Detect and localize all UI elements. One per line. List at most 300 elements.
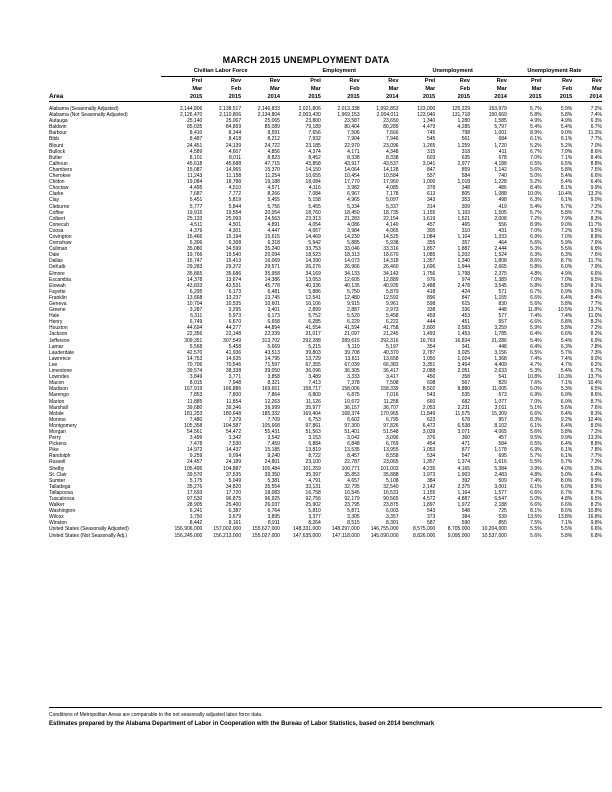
value-cell: 7.4% <box>590 112 602 119</box>
area-name-cell: Russell <box>49 459 66 466</box>
value-cell: 39,680 <box>187 404 203 411</box>
value-cell: 8.1% <box>560 185 573 192</box>
value-cell: 1,164 <box>457 489 471 496</box>
value-cell: 39,350 <box>264 471 280 478</box>
value-cell: 545 <box>426 136 436 143</box>
value-cell: 557 <box>426 173 436 180</box>
area-name-cell: Monroe <box>49 416 66 423</box>
value-cell: 6.4% <box>560 294 573 301</box>
value-cell: 3,287 <box>189 307 203 314</box>
value-cell: 40,135 <box>344 282 360 289</box>
value-cell: 2,231 <box>457 404 471 411</box>
value-cell: 6,795 <box>386 416 399 423</box>
value-cell: 7.5% <box>530 520 542 527</box>
value-cell: 155,627,000 <box>252 526 280 533</box>
value-cell: 5.2% <box>560 142 573 149</box>
value-cell: 8.4% <box>590 294 602 301</box>
value-cell: 450 <box>426 374 436 381</box>
value-cell: 6.8% <box>560 319 573 326</box>
value-cell: 18,313 <box>344 252 360 259</box>
value-cell: 24,801 <box>264 459 280 466</box>
value-cell: 6,472 <box>422 422 436 429</box>
value-cell: 3,259 <box>494 325 507 332</box>
value-cell: 15,615 <box>264 233 280 240</box>
value-cell: 19,540 <box>225 252 242 259</box>
column-header-row <box>49 77 602 86</box>
value-cell: 54,472 <box>225 428 242 435</box>
value-cell: 5.7% <box>560 349 573 356</box>
value-cell: 33,316 <box>383 246 399 253</box>
value-cell: 3,096 <box>386 435 399 442</box>
value-cell: 23,800 <box>305 118 321 125</box>
value-cell: 2,899 <box>308 307 321 314</box>
area-name-cell: Pickens <box>49 441 67 448</box>
value-cell: 155,027,000 <box>252 532 280 539</box>
area-name-cell: Madison <box>49 386 68 393</box>
value-cell: 34,169 <box>305 270 321 277</box>
value-cell: 6,749 <box>189 319 203 326</box>
value-cell: 5,384 <box>494 465 507 472</box>
value-cell: 2,110,806 <box>219 112 242 119</box>
value-cell: 6.4% <box>560 410 573 417</box>
area-name-cell: Blount <box>49 142 64 149</box>
value-cell: 80,404 <box>344 124 360 131</box>
value-cell: 6.6% <box>530 294 542 301</box>
value-cell: 24,722 <box>264 142 280 149</box>
value-cell: 6.1% <box>530 136 542 143</box>
value-cell: 8,212 <box>267 136 280 143</box>
value-cell: 26,037 <box>264 502 280 509</box>
value-cell: 3,895 <box>267 514 280 521</box>
value-cell: 8,161 <box>228 520 242 527</box>
value-cell: 145,090,000 <box>370 532 399 539</box>
value-cell: 7.2% <box>590 203 602 210</box>
value-cell: 877 <box>461 447 471 454</box>
value-cell: 4,657 <box>347 477 360 484</box>
group-unemployment-rate: Unemployment Rate <box>507 67 602 77</box>
area-name-cell: Perry <box>49 435 61 442</box>
value-cell: 673 <box>498 392 507 399</box>
value-cell: 38,338 <box>225 368 242 375</box>
value-cell: 7,687 <box>189 191 203 198</box>
value-cell: 392 <box>461 477 471 484</box>
value-cell: 24,451 <box>187 142 203 149</box>
value-cell: 6.6% <box>530 489 542 496</box>
value-cell: 5,215 <box>308 343 321 350</box>
area-name-cell: Clay <box>49 197 60 204</box>
value-cell: 7,413 <box>308 380 321 387</box>
value-cell: 12,889 <box>383 276 399 283</box>
value-cell: 20,054 <box>264 209 280 216</box>
value-cell: 7,709 <box>267 416 280 423</box>
value-cell: 8,321 <box>267 380 280 387</box>
value-cell: 1,018 <box>457 179 471 186</box>
value-cell: 6.4% <box>530 331 542 338</box>
value-cell: 14,386 <box>264 276 280 283</box>
value-cell: 6.4% <box>560 422 573 429</box>
area-name-cell: Chilton <box>49 179 65 186</box>
value-cell: 6.5% <box>560 160 573 167</box>
value-cell: 5.8% <box>560 112 573 119</box>
value-cell: 577 <box>498 313 507 320</box>
area-name-cell: Shelby <box>49 465 65 472</box>
value-cell: 7,378 <box>347 380 360 387</box>
value-cell: 70,706 <box>187 361 203 368</box>
value-cell: 584 <box>498 441 507 448</box>
value-cell: 79,189 <box>305 124 321 131</box>
value-cell: 7.4% <box>560 313 573 320</box>
column-header: Prel <box>531 78 542 84</box>
value-cell: 8,457 <box>347 453 360 460</box>
value-cell: 11,005 <box>491 386 507 393</box>
value-cell: 14,635 <box>225 355 242 362</box>
value-cell: 6.1% <box>560 197 573 204</box>
column-header: Rev <box>230 78 242 84</box>
value-cell: 2,977 <box>457 160 471 167</box>
value-cell: 158,006 <box>341 386 360 393</box>
value-cell: 5.9% <box>530 325 542 332</box>
column-header: Mar <box>388 86 399 92</box>
value-cell: 1,280 <box>457 118 471 125</box>
value-cell: 44,694 <box>187 325 203 332</box>
value-cell: 4.7% <box>560 361 573 368</box>
value-cell: 3,071 <box>457 428 471 435</box>
value-cell: 2,021,806 <box>298 106 321 112</box>
value-cell: 7,904 <box>347 136 360 143</box>
value-cell: 158,717 <box>302 386 321 393</box>
value-cell: 5.9% <box>560 240 573 247</box>
value-cell: 169,404 <box>302 410 321 417</box>
value-cell: 105,668 <box>261 422 280 429</box>
value-cell: 43,858 <box>305 160 321 167</box>
value-cell: 7.2% <box>590 428 602 435</box>
value-cell: 40,336 <box>305 282 321 289</box>
value-cell: 2,126,470 <box>180 112 203 119</box>
value-cell: 6,481 <box>267 288 280 295</box>
value-cell: 5,938 <box>386 240 399 247</box>
value-cell: 43,513 <box>264 349 280 356</box>
value-cell: 36,305 <box>344 368 360 375</box>
value-cell: 10.5% <box>558 307 573 314</box>
value-cell: 8,011 <box>228 154 242 161</box>
value-cell: 5,810 <box>308 508 321 515</box>
table-row <box>49 533 602 539</box>
value-cell: 23,065 <box>383 459 399 466</box>
value-cell: 11.7% <box>588 221 602 228</box>
column-header: Rev <box>269 78 280 84</box>
value-cell: 8,515 <box>347 520 360 527</box>
value-cell: 6,769 <box>386 441 399 448</box>
value-cell: 660 <box>426 398 436 405</box>
value-cell: 23,795 <box>344 502 360 509</box>
value-cell: 45,618 <box>187 160 203 167</box>
value-cell: 5,337 <box>386 203 399 210</box>
value-cell: 464 <box>498 240 507 247</box>
value-cell: 181,253 <box>184 410 203 417</box>
value-cell: 6.1% <box>560 136 573 143</box>
value-cell: 6.7% <box>530 148 542 155</box>
value-cell: 23,650 <box>383 118 399 125</box>
value-cell: 2,051 <box>457 368 471 375</box>
value-cell: 6.9% <box>530 392 542 399</box>
value-cell: 5.4% <box>560 124 573 131</box>
value-cell: 5.4% <box>560 368 573 375</box>
value-cell: 13,658 <box>383 355 399 362</box>
value-cell: 7,530 <box>228 441 242 448</box>
value-cell: 24,457 <box>187 459 203 466</box>
value-cell: 6,173 <box>228 288 242 295</box>
value-cell: 80,289 <box>383 124 399 131</box>
column-header: 2015 <box>399 93 436 102</box>
value-cell: 4,791 <box>308 477 321 484</box>
value-cell: 4,495 <box>189 185 203 192</box>
value-cell: 1,992,853 <box>376 106 399 112</box>
value-cell: 39,999 <box>264 404 280 411</box>
value-cell: 448 <box>498 343 507 350</box>
value-cell: 97,826 <box>383 422 399 429</box>
value-cell: 2,887 <box>347 307 360 314</box>
value-cell: 571 <box>498 288 507 295</box>
value-cell: 3,849 <box>189 374 203 381</box>
value-cell: 598 <box>426 301 436 307</box>
value-cell: 9.5% <box>530 435 542 442</box>
value-cell: 7.2% <box>590 325 602 332</box>
value-cell: 5,458 <box>386 313 399 320</box>
value-cell: 4.8% <box>530 270 542 277</box>
value-cell: 10,537,000 <box>481 532 507 539</box>
value-cell: 5.4% <box>560 337 573 344</box>
value-cell: 39,803 <box>305 349 321 356</box>
value-cell: 4.9% <box>530 118 542 125</box>
area-name-cell: Marshall <box>49 404 68 411</box>
value-cell: 125,229 <box>451 106 471 112</box>
value-cell: 6.7% <box>590 368 602 375</box>
value-cell: 13,674 <box>225 276 242 283</box>
value-cell: 36,707 <box>383 404 399 411</box>
value-cell: 2,144,806 <box>180 106 203 112</box>
value-cell: 1,969,153 <box>337 112 360 119</box>
value-cell: 309,351 <box>184 337 203 344</box>
value-cell: 13,819 <box>305 447 321 454</box>
value-cell: 8.9% <box>530 221 542 228</box>
value-cell: 92,179 <box>344 496 360 502</box>
column-header: Feb <box>460 86 471 92</box>
value-cell: 4,589 <box>189 148 203 155</box>
value-cell: 24,139 <box>225 142 242 149</box>
value-cell: 4,165 <box>457 465 471 472</box>
value-cell: 35,958 <box>264 270 280 277</box>
table-body <box>49 102 602 539</box>
value-cell: 1,085 <box>422 252 436 259</box>
value-cell: 847 <box>426 166 436 173</box>
value-cell: 4.8% <box>530 471 542 478</box>
value-cell: 5.4% <box>560 173 573 180</box>
value-cell: 378 <box>426 185 436 192</box>
value-cell: 13,611 <box>344 355 360 362</box>
value-cell: 34,599 <box>225 246 242 253</box>
column-header: Feb <box>349 86 360 92</box>
value-cell: 11,243 <box>187 173 203 180</box>
value-cell: 7,948 <box>228 380 242 387</box>
value-cell: 684 <box>498 136 507 143</box>
value-cell: 2,800 <box>422 325 436 332</box>
value-cell: 4,571 <box>267 185 280 192</box>
value-cell: 1,374 <box>457 459 471 466</box>
value-cell: 13.2% <box>587 191 602 198</box>
value-cell: 5.6% <box>530 428 542 435</box>
value-cell: 7.6% <box>590 240 602 247</box>
value-cell: 1,357 <box>422 258 436 265</box>
value-cell: 8,487 <box>189 136 203 143</box>
value-cell: 557 <box>498 319 507 326</box>
column-header-area <box>49 85 161 93</box>
area-name-cell: Mobile <box>49 410 64 417</box>
value-cell: 1,088 <box>494 191 507 198</box>
column-header: Mar <box>531 86 542 92</box>
value-cell: 5.0% <box>560 471 573 478</box>
value-cell: 357 <box>461 240 471 247</box>
value-cell: 8.3% <box>530 416 542 423</box>
value-cell: 23,096 <box>383 142 399 149</box>
value-cell: 5.0% <box>530 173 542 180</box>
value-cell: 2,003,430 <box>298 112 321 119</box>
value-cell: 9.5% <box>590 276 602 283</box>
value-cell: 2,008 <box>494 215 507 222</box>
value-cell: 547 <box>461 453 471 460</box>
area-name-cell: St. Clair <box>49 471 67 478</box>
value-cell: 6.6% <box>590 526 602 533</box>
area-name-cell: Tuscaloosa <box>49 496 75 502</box>
value-cell: 5,844 <box>228 203 242 210</box>
value-cell: 17,960 <box>383 179 399 186</box>
value-cell: 12,263 <box>264 398 280 405</box>
value-cell: 14,437 <box>225 447 242 454</box>
value-cell: 292,316 <box>380 337 399 344</box>
value-cell: 1,887 <box>457 246 471 253</box>
value-cell: 7,178 <box>386 191 399 198</box>
value-cell: 5.4% <box>530 337 542 344</box>
value-cell: 25,065 <box>264 118 280 125</box>
area-name-cell: Sumter <box>49 477 66 484</box>
value-cell: 37,535 <box>225 471 242 478</box>
value-cell: 5,455 <box>308 203 321 210</box>
value-cell: 6.9% <box>560 398 573 405</box>
column-header: Prel <box>191 78 203 84</box>
value-cell: 5,451 <box>189 197 203 204</box>
value-cell: 307,549 <box>223 337 242 344</box>
value-cell: 45,688 <box>225 160 242 167</box>
value-cell: 22,970 <box>344 142 360 149</box>
value-cell: 35,686 <box>225 270 242 277</box>
value-cell: 14,795 <box>264 355 280 362</box>
value-cell: 18,083 <box>264 489 280 496</box>
value-cell: 8,418 <box>228 136 242 143</box>
value-cell: 4,374 <box>308 148 321 155</box>
value-cell: 11.7% <box>588 258 602 265</box>
value-cell: 3.9% <box>530 465 542 472</box>
value-cell: 603 <box>426 154 436 161</box>
value-cell: 1,142 <box>494 166 507 173</box>
value-cell: 42,570 <box>187 349 203 356</box>
value-cell: 7,506 <box>347 130 360 137</box>
area-name-cell: Hale <box>49 313 60 320</box>
value-cell: 313,702 <box>261 337 280 344</box>
value-cell: 6,764 <box>267 508 280 515</box>
value-cell: 3,156 <box>494 349 507 356</box>
value-cell: 9.0% <box>560 130 573 137</box>
value-cell: 8.1% <box>590 282 602 289</box>
value-cell: 4,171 <box>347 148 360 155</box>
area-name-cell: Walker <box>49 502 65 509</box>
value-cell: 8.6% <box>590 392 602 399</box>
value-cell: 2,633 <box>494 368 507 375</box>
value-cell: 4,409 <box>494 361 507 368</box>
value-cell: 6.0% <box>560 264 573 271</box>
value-cell: 9.5% <box>590 227 602 234</box>
value-cell: 7.6% <box>590 252 602 259</box>
value-cell: 847 <box>461 294 471 301</box>
area-name-cell: Colbert <box>49 215 66 222</box>
value-cell: 10,535 <box>225 301 242 307</box>
value-cell: 6.9% <box>590 246 602 253</box>
value-cell: 5,879 <box>386 288 399 295</box>
area-name-cell: Dallas <box>49 258 63 265</box>
value-cell: 15,185 <box>264 447 280 454</box>
area-name-cell: Cleburne <box>49 203 70 210</box>
value-cell: 9,095,000 <box>447 532 471 539</box>
value-cell: 486 <box>498 185 507 192</box>
value-cell: 1,897 <box>422 502 436 509</box>
value-cell: 465 <box>461 221 471 228</box>
value-cell: 14,469 <box>305 233 321 240</box>
value-cell: 51,563 <box>305 428 321 435</box>
value-cell: 451 <box>461 319 471 326</box>
value-cell: 798 <box>461 130 471 137</box>
value-cell: 150,669 <box>488 112 507 119</box>
column-header: Feb <box>562 86 573 92</box>
value-cell: 7.1% <box>560 380 573 387</box>
value-cell: 2,013,338 <box>337 106 360 112</box>
value-cell: 96,925 <box>264 496 280 502</box>
value-cell: 11,254 <box>265 173 280 180</box>
value-cell: 9.0% <box>560 221 573 228</box>
value-cell: 7.2% <box>590 106 602 112</box>
area-name-cell: Alabama (Seasonally Adjusted) <box>49 106 119 112</box>
area-name-cell: Washington <box>49 508 76 515</box>
value-cell: 1,357 <box>422 459 436 466</box>
value-cell: 1,521 <box>457 215 471 222</box>
value-cell: 4,086 <box>347 221 360 228</box>
value-cell: 5.7% <box>530 106 542 112</box>
area-name-cell: Lowndes <box>49 374 70 381</box>
value-cell: 1,368 <box>494 355 507 362</box>
value-cell: 22,339 <box>264 331 280 338</box>
value-cell: 97,300 <box>344 422 360 429</box>
value-cell: 541 <box>498 374 507 381</box>
column-header-row <box>49 85 602 93</box>
value-cell: 6.3% <box>590 118 602 125</box>
column-header: Rev <box>459 78 471 84</box>
value-cell: 7.7% <box>590 136 602 143</box>
value-cell: 14,965 <box>225 166 242 173</box>
value-cell: 12.4% <box>587 416 602 423</box>
value-cell: 22,356 <box>187 331 203 338</box>
value-cell: 18,523 <box>305 252 321 259</box>
value-cell: 8,264 <box>308 520 321 527</box>
area-name-cell: Choctaw <box>49 185 69 192</box>
column-header: 2014 <box>572 93 602 102</box>
value-cell: 454 <box>426 441 436 448</box>
